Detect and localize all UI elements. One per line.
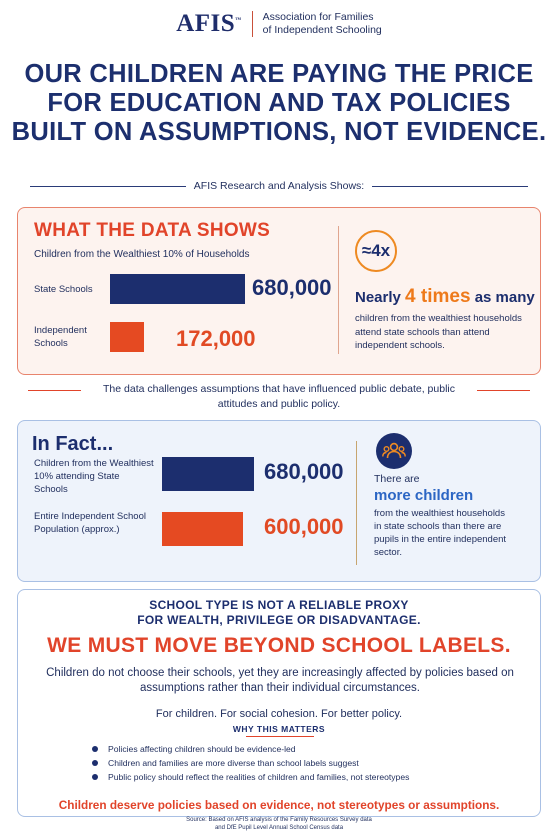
source-note: Source: Based on AFIS analysis of the Family Resources Survey data and DfE Pupil Level Annual School Census data bbox=[186, 817, 372, 831]
bar-label-wealthiest-state: Children from the Wealthiest 10% attending State Schools bbox=[34, 458, 154, 495]
bar-independent-population bbox=[162, 512, 243, 546]
divider-line-left bbox=[30, 186, 186, 187]
value-independent-population: 600,000 bbox=[264, 514, 344, 539]
bullet-item: Policies affecting children should be evidence-led bbox=[92, 742, 532, 756]
bar-label-independent-population: Entire Independent School Population (approx.) bbox=[34, 511, 146, 535]
panel-divider bbox=[338, 226, 339, 354]
headline-line3: BUILT ON ASSUMPTIONS, NOT EVIDENCE. bbox=[11, 118, 547, 146]
proxy-statement: SCHOOL TYPE IS NOT A RELIABLE PROXY FOR WEALTH, PRIVILEGE OR DISADVANTAGE. bbox=[137, 598, 421, 627]
there-are-text: There are bbox=[374, 473, 420, 485]
footer-statement: Children deserve policies based on evidence, not stereotypes or assumptions. bbox=[58, 798, 500, 812]
header-divider bbox=[252, 11, 253, 37]
value-independent-schools: 172,000 bbox=[176, 326, 256, 351]
headline-line2: FOR EDUCATION AND TAX POLICIES bbox=[47, 89, 511, 117]
why-underline bbox=[246, 736, 314, 737]
challenge-line-left bbox=[28, 390, 81, 391]
bullet-item: Public policy should reflect the realities of children and families, not stereotypes bbox=[92, 770, 532, 784]
in-fact-panel bbox=[17, 420, 541, 582]
in-fact-title: In Fact... bbox=[32, 433, 114, 455]
organization-name bbox=[263, 11, 382, 37]
headline-line1: OUR CHILDREN ARE PAYING THE PRICE bbox=[24, 60, 534, 88]
more-children-description: from the wealthiest households in state schools than there are pupils in the entire independent sector. bbox=[374, 508, 507, 558]
why-this-matters-heading: WHY THIS MATTERS bbox=[232, 724, 326, 734]
org-name-line2: of Independent Schooling bbox=[262, 24, 382, 36]
data-shows-panel bbox=[17, 207, 541, 375]
bar-state-schools bbox=[110, 274, 245, 304]
nearly-4-times-text: Nearly 4 times as many bbox=[355, 286, 535, 307]
why-bullets bbox=[92, 742, 532, 784]
bar-label-state-schools: State Schools bbox=[34, 284, 93, 295]
data-shows-subtitle: Children from the Wealthiest 10% of Households bbox=[34, 249, 250, 260]
challenge-row bbox=[28, 382, 530, 411]
panel-divider bbox=[356, 441, 357, 565]
more-children-text: more children bbox=[374, 487, 474, 504]
people-group-icon bbox=[376, 433, 412, 469]
bullet-item: Children and families are more diverse than school labels suggest bbox=[92, 756, 532, 770]
value-wealthiest-state: 680,000 bbox=[264, 459, 344, 484]
headline bbox=[0, 60, 558, 147]
nearly-description: children from the wealthiest households attend state schools than attend independent schools. bbox=[355, 313, 522, 351]
for-children-tagline: For children. For social cohesion. For better policy. bbox=[155, 708, 403, 720]
conclusion-panel bbox=[17, 589, 541, 817]
value-state-schools: 680,000 bbox=[252, 275, 332, 300]
move-beyond-labels-heading: WE MUST MOVE BEYOND SCHOOL LABELS. bbox=[47, 634, 511, 657]
approx-4x-badge: ≈4x bbox=[355, 230, 397, 272]
bar-wealthiest-state bbox=[162, 457, 254, 491]
conclusion-paragraph: Children do not choose their schools, yet they are increasingly affected by policies based on assumptions rather than their individual circumstances. bbox=[46, 667, 514, 694]
bar-label-independent-schools: Independent Schools bbox=[34, 325, 87, 349]
afis-logo: AFIS™ bbox=[176, 10, 242, 37]
research-label-row bbox=[30, 180, 528, 192]
org-name-line1: Association for Families bbox=[262, 11, 374, 23]
challenge-line-right bbox=[477, 390, 530, 391]
data-shows-title: WHAT THE DATA SHOWS bbox=[34, 220, 271, 241]
bar-independent-schools bbox=[110, 322, 144, 352]
header bbox=[0, 10, 558, 38]
research-label: AFIS Research and Analysis Shows: bbox=[193, 180, 365, 192]
divider-line-right bbox=[372, 186, 528, 187]
challenge-text: The data challenges assumptions that have influenced public debate, public attitudes and public policy. bbox=[103, 383, 455, 410]
